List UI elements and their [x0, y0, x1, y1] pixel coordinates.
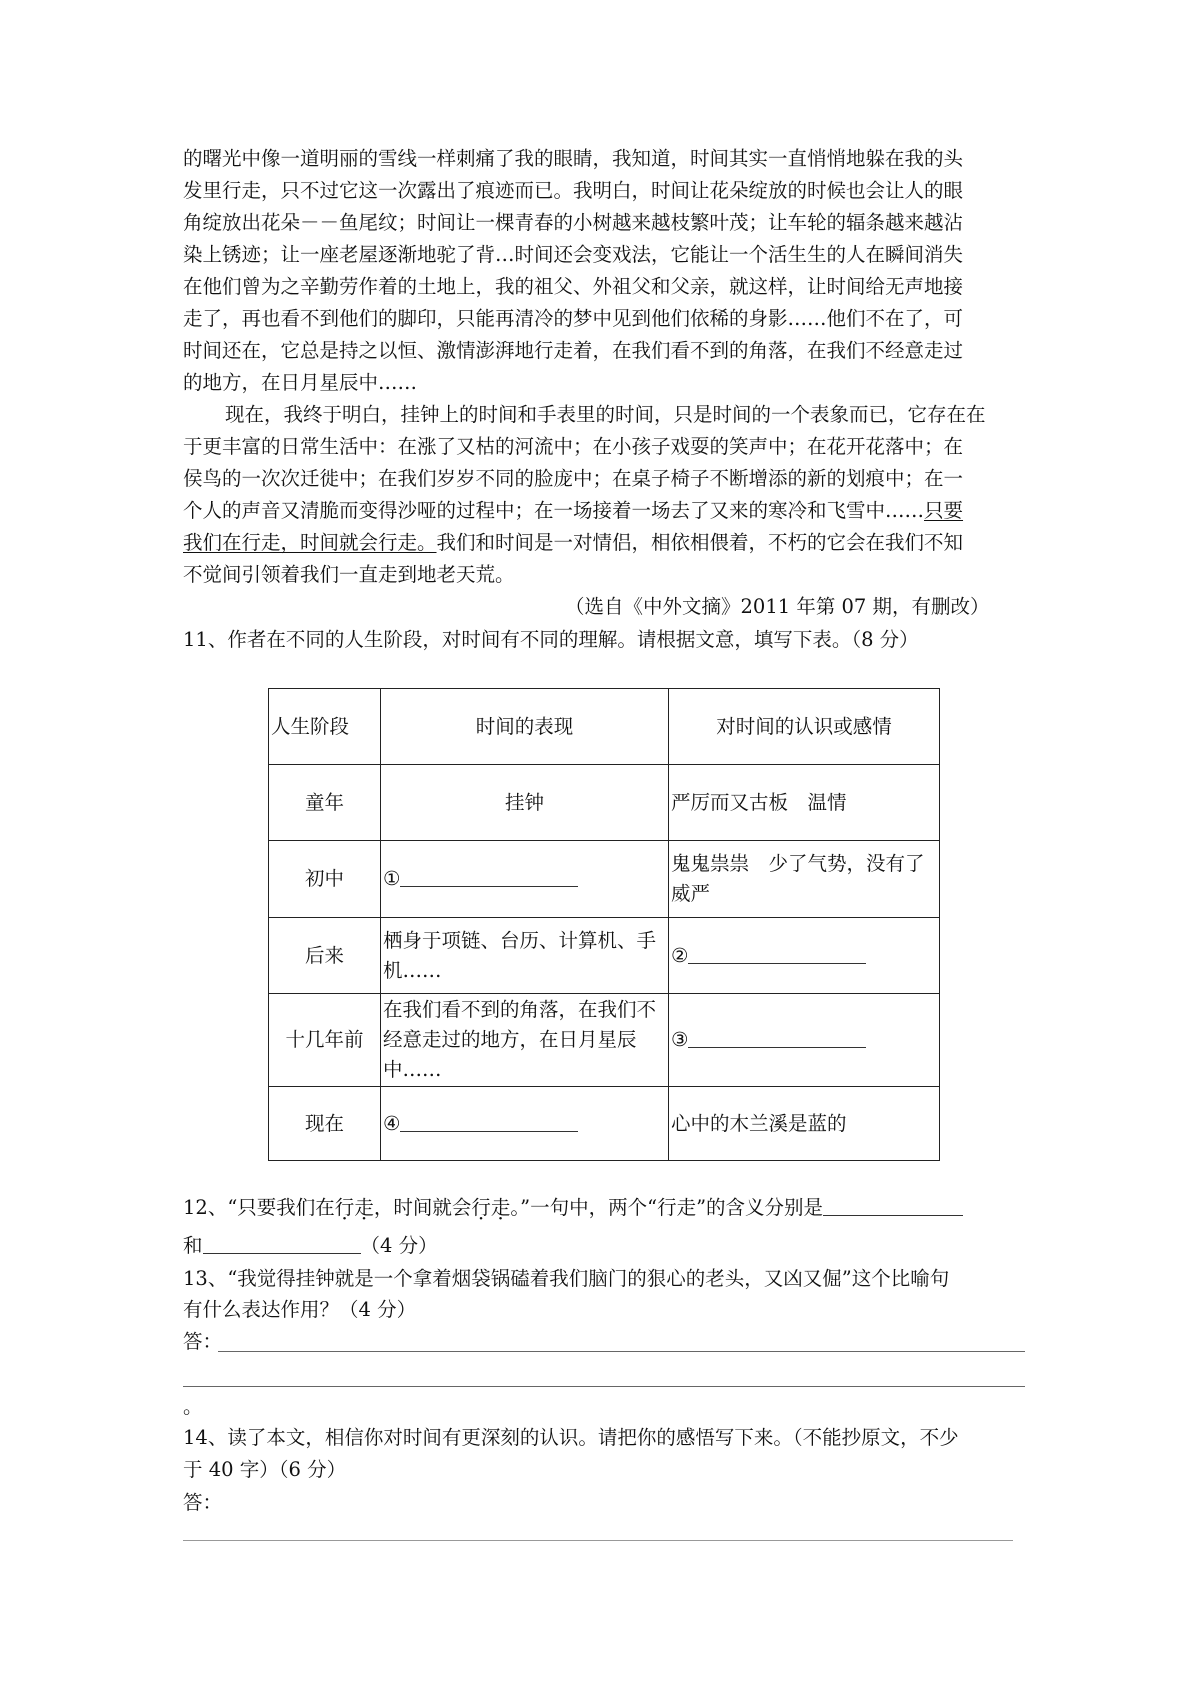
question-13-line2: 有什么表达作用？（4 分） [183, 1298, 417, 1321]
manifestation-cell: 挂钟 [381, 765, 669, 841]
emphasis-char: 行 [471, 1196, 491, 1219]
table-header-row [269, 689, 940, 765]
answer-blank-1[interactable] [400, 868, 578, 887]
passage-text: 我们和时间是一对情侣，相依相偎着，不朽的它会在我们不知 [436, 531, 964, 554]
passage-line: 在他们曾为之辛勤劳作着的土地上，我的祖父、外祖父和父亲，就这样，让时间给无声地接 [183, 275, 964, 298]
q12-text: 12、“只要我们在 [183, 1196, 335, 1219]
passage-line: 于更丰富的日常生活中：在涨了又枯的河流中；在小孩子戏耍的笑声中；在花开花落中；在 [183, 435, 964, 458]
stage-cell: 后来 [269, 918, 381, 994]
question-14-line2: 于 40 字）（6 分） [183, 1458, 347, 1481]
underlined-sentence: 我们在行走，时间就会行走。 [183, 531, 437, 554]
stage-cell: 初中 [269, 841, 381, 918]
answer-blank-4[interactable] [400, 1113, 578, 1132]
manifestation-cell: 在我们看不到的角落，在我们不经意走过的地方，在日月星辰中…… [381, 994, 669, 1087]
q12-answer-blank-1[interactable] [823, 1197, 963, 1216]
table-row [269, 765, 940, 841]
q14-answer-label: 答： [183, 1491, 223, 1514]
blank-marker: ③ [671, 1028, 689, 1051]
passage-paragraph-start: 现在，我终于明白，挂钟上的时间和手表里的时间，只是时间的一个表象而已，它存在在 [225, 403, 986, 426]
passage-text: 个人的声音又清脆而变得沙哑的过程中；在一场接着一场去了又来的寒冷和飞雪中…… [183, 499, 925, 522]
emphasis-char: 行 [334, 1196, 355, 1219]
table-row [269, 918, 940, 994]
passage-line: 发里行走，只不过它这一次露出了痕迹而已。我明白，时间让花朵绽放的时候也会让人的眼 [183, 179, 964, 202]
q12-text: ，时间就会 [373, 1196, 472, 1219]
q13-end-mark: 。 [183, 1395, 203, 1418]
q13-answer-line[interactable] [218, 1351, 1025, 1352]
passage-source: （选自《中外文摘》2011 年第 07 期，有删改） [565, 595, 990, 618]
feeling-cell [669, 994, 940, 1087]
blank-marker: ② [671, 943, 689, 967]
feeling-cell [669, 918, 940, 994]
underlined-sentence-start: 只要 [924, 499, 964, 522]
feeling-cell: 鬼鬼祟祟 少了气势，没有了威严 [669, 841, 940, 918]
passage-line [183, 528, 963, 558]
stage-cell: 童年 [269, 765, 381, 841]
q11-table [268, 688, 940, 1161]
table-row [269, 1087, 940, 1161]
passage-line: 侯鸟的一次次迁徙中；在我们岁岁不同的脸庞中；在桌子椅子不断增添的新的划痕中；在一 [183, 467, 964, 490]
question-12-line2 [183, 1231, 438, 1261]
stage-cell: 十几年前 [269, 994, 381, 1087]
passage-line: 的曙光中像一道明丽的雪线一样刺痛了我的眼睛，我知道，时间其实一直悄悄地躲在我的头 [183, 147, 964, 170]
header-stage: 人生阶段 [269, 689, 381, 765]
manifestation-cell [381, 1087, 669, 1161]
table-row [269, 841, 940, 918]
passage-line: 的地方，在日月星辰中…… [183, 371, 418, 394]
feeling-cell: 严厉而又古板 温情 [669, 765, 940, 841]
q12-text: 和 [183, 1234, 203, 1257]
manifestation-cell: 栖身于项链、台历、计算机、手机…… [381, 918, 669, 994]
feeling-cell: 心中的木兰溪是蓝的 [669, 1087, 940, 1161]
answer-blank-2[interactable] [688, 945, 866, 964]
header-manifestation: 时间的表现 [381, 689, 669, 765]
passage-line: 时间还在，它总是持之以恒、激情澎湃地行走着，在我们看不到的角落，在我们不经意走过 [183, 339, 964, 362]
question-12-line1 [183, 1193, 963, 1223]
passage-line [183, 496, 963, 526]
passage-line: 不觉间引领着我们一直走到地老天荒。 [183, 563, 515, 586]
q14-answer-line[interactable] [183, 1540, 1013, 1541]
blank-marker: ① [383, 867, 401, 890]
question-13-line1: 13、“我觉得挂钟就是一个拿着烟袋锅磕着我们脑门的狠心的老头，又凶又倔”这个比喻句 [183, 1267, 950, 1290]
q12-score: （4 分） [360, 1234, 438, 1257]
table-row [269, 994, 940, 1087]
question-11-prompt: 11、作者在不同的人生阶段，对时间有不同的理解。请根据文意，填写下表。（8 分） [183, 628, 919, 651]
passage-line: 走了，再也看不到他们的脚印，只能再清冷的梦中见到他们依稀的身影……他们不在了，可 [183, 307, 964, 330]
q12-answer-blank-2[interactable] [203, 1235, 361, 1254]
answer-blank-3[interactable] [688, 1029, 866, 1048]
manifestation-cell [381, 841, 669, 918]
emphasis-char: 走 [354, 1196, 374, 1219]
emphasis-char: 走 [490, 1196, 511, 1219]
header-feeling: 对时间的认识或感情 [669, 689, 940, 765]
stage-cell: 现在 [269, 1087, 381, 1161]
passage-line: 角绽放出花朵－－鱼尾纹；时间让一棵青春的小树越来越枝繁叶茂；让车轮的辐条越来越沾 [183, 211, 964, 234]
q13-answer-line[interactable] [183, 1386, 1025, 1387]
q13-answer-label: 答： [183, 1330, 223, 1353]
blank-marker: ④ [383, 1111, 401, 1135]
passage-line: 染上锈迹；让一座老屋逐渐地驼了背…时间还会变戏法，它能让一个活生生的人在瞬间消失 [183, 243, 964, 266]
question-14-line1: 14、读了本文，相信你对时间有更深刻的认识。请把你的感悟写下来。（不能抄原文，不少 [183, 1426, 959, 1449]
q12-text: 。”一句中，两个“行走”的含义分别是 [510, 1196, 824, 1219]
